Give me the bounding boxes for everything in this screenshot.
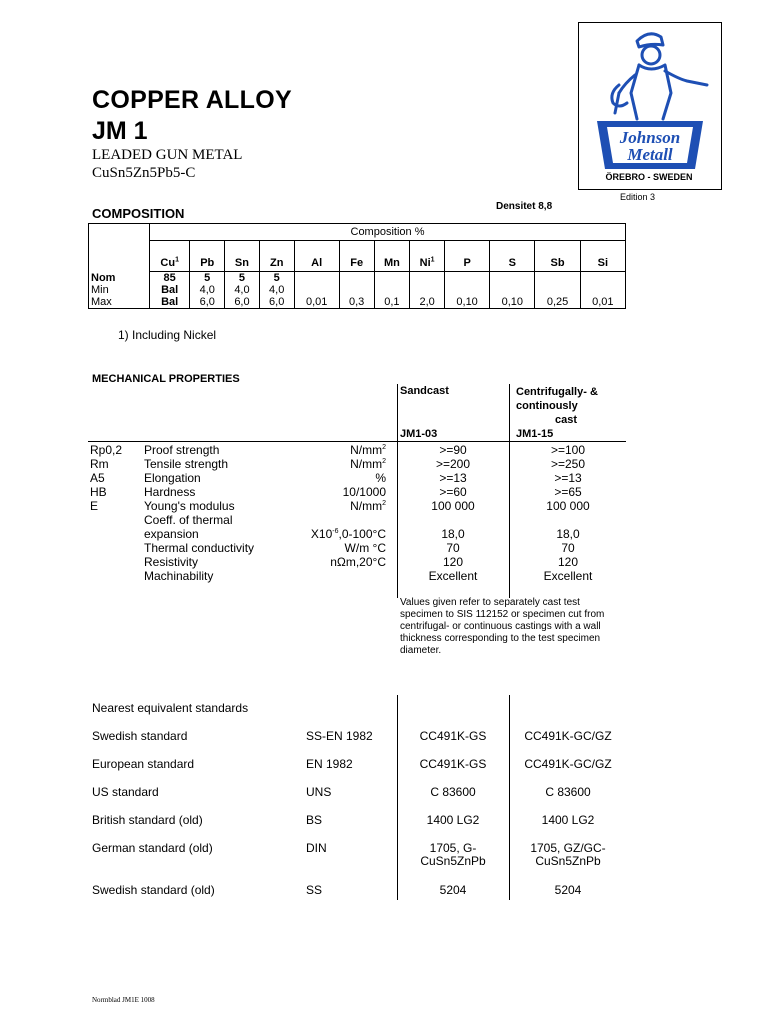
- standard-name: US standard: [92, 785, 159, 799]
- property-name: Machinability: [144, 569, 214, 583]
- standards-heading: Nearest equivalent standards: [92, 701, 249, 715]
- table-cell: 0,10: [445, 296, 490, 309]
- logo-wordmark-johnson: Johnson: [619, 128, 681, 147]
- sandcast-value: 18,0: [441, 527, 465, 541]
- property-symbol: HB: [90, 485, 107, 499]
- element-header: Fe: [339, 241, 374, 272]
- composition-heading: COMPOSITION: [92, 206, 185, 221]
- property-name: Resistivity: [144, 555, 199, 569]
- superscript: 2: [382, 500, 386, 507]
- table-cell: 0,25: [535, 296, 580, 309]
- centrifugal-standard: CC491K-GC/GZ: [524, 757, 612, 771]
- property-name: Coeff. of thermal: [144, 513, 233, 527]
- superscript: 2: [382, 444, 386, 451]
- table-cell: [410, 284, 445, 296]
- table-cell: [535, 272, 580, 285]
- table-cell: 6,0: [225, 296, 260, 309]
- table-cell: [580, 272, 625, 285]
- centrifugal-value: >=100: [550, 443, 586, 457]
- table-cell: 4,0: [259, 284, 294, 296]
- standard-code: EN 1982: [306, 757, 353, 771]
- sandcast-standard: 1400 LG2: [426, 813, 480, 827]
- title-line-2: JM 1: [92, 117, 148, 145]
- centrifugal-value: 120: [557, 555, 579, 569]
- element-header: Al: [294, 241, 339, 272]
- table-cell: 2,0: [410, 296, 445, 309]
- element-header: Mn: [374, 241, 410, 272]
- centrifugal-standard: 1400 LG2: [541, 813, 595, 827]
- logo-caption: ÖREBRO - SWEDEN: [605, 172, 693, 182]
- standard-name: Swedish standard (old): [92, 883, 215, 897]
- sandcast-code: JM1-03: [400, 428, 438, 440]
- sandcast-header: Sandcast: [400, 385, 449, 397]
- footnote-marker: 1: [175, 256, 179, 264]
- table-row: [89, 284, 626, 296]
- element-header: Zn: [259, 241, 294, 272]
- property-symbol: Rp0,2: [90, 443, 123, 457]
- sandcast-value: >=60: [439, 485, 467, 499]
- table-cell: 0,1: [374, 296, 410, 309]
- divider: [397, 384, 398, 598]
- table-cell: [374, 284, 410, 296]
- sandcast-standard: CC491K-GS: [419, 757, 487, 771]
- table-cell: 0,01: [294, 296, 339, 309]
- standard-code: UNS: [306, 785, 332, 799]
- property-unit: 10/1000: [342, 485, 386, 499]
- centrifugal-standard: C 83600: [545, 785, 591, 799]
- subtitle-line-1: LEADED GUN METAL: [92, 147, 243, 163]
- title-line-1: COPPER ALLOY: [92, 86, 292, 114]
- composition-table: [88, 223, 626, 309]
- sandcast-standard: C 83600: [430, 785, 476, 799]
- table-cell: [490, 272, 535, 285]
- table-cell: 6,0: [259, 296, 294, 309]
- sandcast-value: 70: [446, 541, 460, 555]
- property-unit: %: [375, 471, 386, 485]
- divider: [509, 384, 510, 598]
- property-name: Hardness: [144, 485, 196, 499]
- standard-name: Swedish standard: [92, 729, 188, 743]
- property-name: expansion: [144, 527, 199, 541]
- sandcast-standard: 1705, G- CuSn5ZnPb: [420, 841, 486, 868]
- property-unit: W/m °C: [344, 541, 386, 555]
- divider: [509, 695, 510, 900]
- property-unit: $N/mm^2$: [350, 457, 386, 471]
- sandcast-value: >=13: [439, 471, 467, 485]
- table-cell: 4,0: [225, 284, 260, 296]
- table-cell: 4,0: [190, 284, 225, 296]
- sandcast-standard: 5204: [439, 883, 467, 897]
- composition-group-header: Composition %: [150, 224, 626, 241]
- centrifugal-value: >=250: [550, 457, 586, 471]
- property-name: Elongation: [144, 471, 201, 485]
- sandcast-value: Excellent: [428, 569, 478, 583]
- element-header: Sn: [225, 241, 260, 272]
- composition-table-corner: [89, 224, 150, 272]
- table-cell: [410, 272, 445, 285]
- edition-label: Edition 3: [620, 192, 656, 202]
- centrifugal-header-line: Centrifugally- &: [516, 386, 598, 398]
- centrifugal-value: >=13: [554, 471, 582, 485]
- element-header: Si: [580, 241, 625, 272]
- centrifugal-header: [516, 385, 616, 427]
- centrifugal-value: 70: [561, 541, 575, 555]
- standard-name: German standard (old): [92, 841, 213, 855]
- standard-code: BS: [306, 813, 323, 827]
- sandcast-value: >=200: [435, 457, 471, 471]
- superscript: -6: [332, 528, 339, 535]
- logo-box: [578, 22, 722, 190]
- element-header: Sb: [535, 241, 580, 272]
- centrifugal-standard: 1705, GZ/GC- CuSn5ZnPb: [530, 841, 606, 868]
- property-unit: $X10^{-6},0-100^\circ C$: [310, 527, 386, 541]
- table-cell: [445, 272, 490, 285]
- table-cell: 0,10: [490, 296, 535, 309]
- table-cell: 6,0: [190, 296, 225, 309]
- property-unit: $N/mm^2$: [350, 443, 386, 457]
- logo-wordmark-metall: Metall: [627, 145, 673, 164]
- standard-code: SS: [306, 883, 323, 897]
- table-cell: [580, 284, 625, 296]
- table-cell: 85: [150, 272, 190, 285]
- table-cell: 5: [259, 272, 294, 285]
- element-header: Ni$^1$: [410, 241, 445, 272]
- centrifugal-value: 100 000: [546, 499, 590, 513]
- centrifugal-standard: 5204: [554, 883, 582, 897]
- property-name: Tensile strength: [144, 457, 229, 471]
- element-header: P: [445, 241, 490, 272]
- centrifugal-header-line: cast: [554, 414, 578, 426]
- footnote-marker: 1: [430, 256, 435, 264]
- table-cell: [294, 284, 339, 296]
- sandcast-standard: CC491K-GS: [419, 729, 487, 743]
- superscript: 2: [382, 458, 386, 465]
- element-header: Cu$^1$: [150, 241, 190, 272]
- property-symbol: A5: [90, 471, 105, 485]
- centrifugal-value: Excellent: [543, 569, 593, 583]
- centrifugal-value: >=65: [554, 485, 582, 499]
- table-cell: [535, 284, 580, 296]
- composition-footnote: 1) Including Nickel: [118, 328, 217, 342]
- footer-label: Normblad JM1E 1008: [92, 996, 155, 1004]
- property-name: Proof strength: [144, 443, 220, 457]
- johnson-metall-logo: [579, 23, 721, 173]
- table-row: [89, 272, 626, 285]
- table-cell: [339, 284, 374, 296]
- standard-name: European standard: [92, 757, 195, 771]
- row-label: Min: [89, 284, 150, 296]
- row-label: Nom: [89, 272, 150, 285]
- property-unit: nΩm,20°C: [330, 555, 386, 569]
- centrifugal-header-line: continously: [516, 400, 578, 412]
- standard-code: DIN: [306, 841, 327, 855]
- element-header: S: [490, 241, 535, 272]
- divider: [88, 441, 626, 442]
- table-cell: [339, 272, 374, 285]
- element-header: Pb: [190, 241, 225, 272]
- table-cell: Bal: [150, 284, 190, 296]
- centrifugal-code: JM1-15: [516, 428, 554, 440]
- row-label: Max: [89, 296, 150, 309]
- property-name: Thermal conductivity: [144, 541, 255, 555]
- standard-code: SS-EN 1982: [306, 729, 373, 743]
- table-cell: 5: [190, 272, 225, 285]
- density-label: Densitet 8,8: [496, 201, 553, 212]
- centrifugal-standard: CC491K-GC/GZ: [524, 729, 612, 743]
- table-cell: 0,3: [339, 296, 374, 309]
- table-cell: 0,01: [580, 296, 625, 309]
- table-cell: 5: [225, 272, 260, 285]
- divider: [397, 695, 398, 900]
- table-cell: Bal: [150, 296, 190, 309]
- mechanical-heading: MECHANICAL PROPERTIES: [92, 373, 240, 385]
- property-symbol: E: [90, 499, 99, 513]
- centrifugal-value: 18,0: [556, 527, 580, 541]
- table-cell: [490, 284, 535, 296]
- property-symbol: Rm: [90, 457, 109, 471]
- property-name: Young's modulus: [144, 499, 235, 513]
- standard-name: British standard (old): [92, 813, 203, 827]
- subtitle-line-2: CuSn5Zn5Pb5-C: [92, 165, 196, 181]
- table-cell: [294, 272, 339, 285]
- table-cell: [374, 272, 410, 285]
- property-unit: $N/mm^2$: [350, 499, 386, 513]
- test-specimen-note: Values given refer to separately cast test specimen to SIS 112152 or specimen cut from centrifugal- or continuous castings with a wall thickness corresponding to the test specimen diameter.: [400, 597, 605, 656]
- sandcast-value: 120: [442, 555, 464, 569]
- table-row: [89, 296, 626, 309]
- sandcast-value: 100 000: [431, 499, 475, 513]
- sandcast-value: >=90: [439, 443, 467, 457]
- table-cell: [445, 284, 490, 296]
- element-header-row: [89, 241, 626, 272]
